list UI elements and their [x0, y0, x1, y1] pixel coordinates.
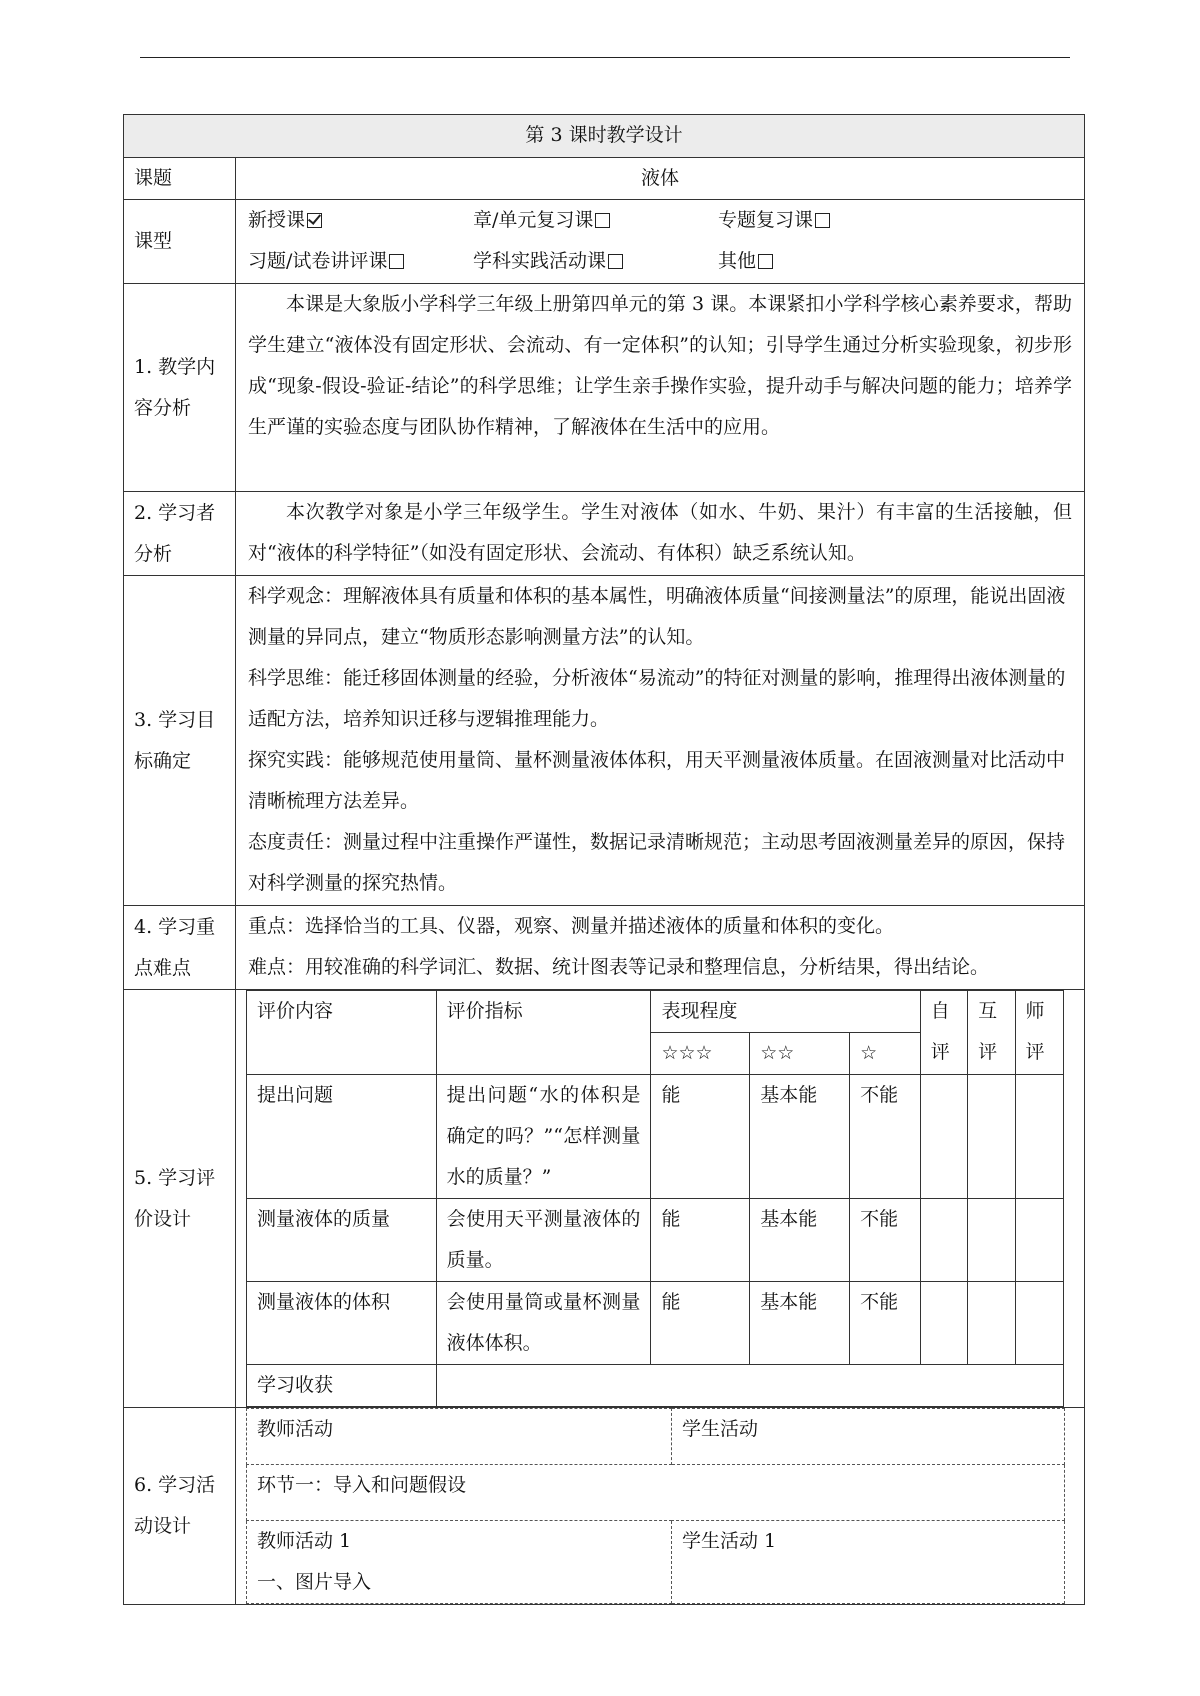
topic-label: 课题 — [124, 158, 236, 200]
checked-checkbox-icon[interactable] — [307, 213, 322, 228]
self-eval-blank[interactable] — [920, 1282, 967, 1365]
activity-cell — [236, 1408, 1085, 1605]
eval-level-3: 能 — [651, 1282, 750, 1365]
eval-content: 测量液体的体积 — [247, 1282, 437, 1365]
difficult-point: 难点：用较准确的科学词汇、数据、统计图表等记录和整理信息，分析结果，得出结论。 — [248, 956, 990, 978]
key-label: 4. 学习重点难点 — [124, 906, 236, 990]
topic-value: 液体 — [236, 158, 1085, 200]
eval-level-3: 能 — [651, 1075, 750, 1199]
checkbox-icon[interactable] — [389, 254, 404, 269]
checkbox-icon[interactable] — [815, 213, 830, 228]
checkbox-icon[interactable] — [758, 254, 773, 269]
course-type-option[interactable] — [248, 200, 473, 241]
goals-label: 3. 学习目标确定 — [124, 576, 236, 906]
checkbox-icon[interactable] — [608, 254, 623, 269]
goal-inquiry-practice: 探究实践：能够规范使用量筒、量杯测量液体体积，用天平测量液体质量。在固液测量对比活动中清晰梳理方法差异。 — [248, 749, 1066, 812]
eval-level-2: 基本能 — [750, 1075, 850, 1199]
teacher-eval-blank[interactable] — [1015, 1282, 1063, 1365]
goal-attitude: 态度责任：测量过程中注重操作严谨性，数据记录清晰规范；主动思考固液测量差异的原因，保持对科学测量的探究热情。 — [248, 831, 1066, 894]
peer-eval-blank[interactable] — [968, 1199, 1015, 1282]
course-type-option[interactable] — [473, 200, 718, 241]
table-row — [247, 1075, 1064, 1199]
peer-eval-blank[interactable] — [968, 1075, 1015, 1199]
goal-science-thinking: 科学思维：能迁移固体测量的经验，分析液体“易流动”的特征对测量的影响，推理得出液体测量的适配方法，培养知识迁移与逻辑推理能力。 — [248, 667, 1066, 730]
lesson-plan-table — [123, 114, 1085, 1605]
course-type-option[interactable] — [473, 241, 718, 282]
teacher-eval-blank[interactable] — [1015, 1199, 1063, 1282]
course-type-label: 习题/试卷讲评课 — [248, 250, 388, 272]
header-rule — [140, 57, 1070, 58]
eval-header-peer: 互评 — [968, 991, 1015, 1075]
teacher-activity-1-title: 教师活动 1 — [257, 1530, 352, 1552]
eval-index: 提出问题“水的体积是确定的吗？”“怎样测量水的质量？” — [436, 1075, 651, 1199]
key-point: 重点：选择恰当的工具、仪器，观察、测量并描述液体的质量和体积的变化。 — [248, 915, 895, 937]
level-one-star: ☆ — [850, 1033, 921, 1075]
student-activity-header: 学生活动 — [672, 1409, 1065, 1465]
teacher-activity-1 — [247, 1521, 672, 1604]
eval-index: 会使用量筒或量杯测量液体体积。 — [436, 1282, 651, 1365]
self-eval-blank[interactable] — [920, 1075, 967, 1199]
eval-level-2: 基本能 — [750, 1282, 850, 1365]
student-activity-1: 学生活动 1 — [672, 1521, 1065, 1604]
level-three-stars: ☆☆☆ — [651, 1033, 750, 1075]
eval-content: 提出问题 — [247, 1075, 437, 1199]
learner-analysis-text: 本次教学对象是小学三年级学生。学生对液体（如水、牛奶、果汁）有丰富的生活接触，但对“液体的科学特征”（如没有固定形状、会流动、有体积）缺乏系统认知。 — [248, 501, 1073, 564]
lesson-title: 第 3 课时教学设计 — [124, 115, 1085, 158]
goal-science-concept: 科学观念：理解液体具有质量和体积的基本属性，明确液体质量“间接测量法”的原理，能说出固液测量的异同点，建立“物质形态影响测量方法”的认知。 — [248, 585, 1066, 648]
teacher-activity-header: 教师活动 — [247, 1409, 672, 1465]
learner-label: 2. 学习者分析 — [124, 492, 236, 576]
eval-level-3: 能 — [651, 1199, 750, 1282]
title-row — [124, 115, 1085, 158]
checkbox-icon[interactable] — [595, 213, 610, 228]
goals-cell — [236, 576, 1085, 906]
teacher-eval-blank[interactable] — [1015, 1075, 1063, 1199]
picture-intro-line: 一、图片导入 — [257, 1571, 372, 1593]
table-row — [247, 1282, 1064, 1365]
level-two-stars: ☆☆ — [750, 1033, 850, 1075]
eval-header-teacher: 师评 — [1015, 991, 1063, 1075]
eval-level-1: 不能 — [850, 1282, 921, 1365]
course-type-label: 章/单元复习课 — [473, 209, 594, 231]
activity-label: 6. 学习活动设计 — [124, 1408, 236, 1605]
eval-cell — [236, 990, 1085, 1408]
type-options — [236, 200, 1085, 284]
key-points-cell — [236, 906, 1085, 990]
course-type-option[interactable] — [248, 241, 473, 282]
peer-eval-blank[interactable] — [968, 1282, 1015, 1365]
course-type-label: 其他 — [718, 250, 757, 272]
type-label: 课型 — [124, 200, 236, 284]
eval-header-self: 自评 — [920, 991, 967, 1075]
content-analysis-text: 本课是大象版小学科学三年级上册第四单元的第 3 课。本课紧扣小学科学核心素养要求，帮助学生建立“液体没有固定形状、会流动、有一定体积”的认知；引导学生通过分析实验现象，初步形成“现象-假设-验证-结论”的科学思维；让学生亲手操作实验，提升动手与解决问题的能力；培养学生严谨的实验态度与团队协作精神，了解液体在生活中的应用。 — [248, 293, 1073, 438]
eval-level-2: 基本能 — [750, 1199, 850, 1282]
eval-header-index: 评价指标 — [436, 991, 651, 1075]
learning-gain-blank[interactable] — [436, 1365, 1063, 1407]
evaluation-table — [246, 990, 1064, 1407]
self-eval-blank[interactable] — [920, 1199, 967, 1282]
eval-level-1: 不能 — [850, 1199, 921, 1282]
stage-one-title: 环节一：导入和问题假设 — [247, 1465, 1065, 1521]
table-row — [247, 1199, 1064, 1282]
course-type-option[interactable] — [718, 200, 918, 241]
course-type-label: 专题复习课 — [718, 209, 814, 231]
eval-header-level: 表现程度 — [651, 991, 920, 1033]
eval-label: 5. 学习评价设计 — [124, 990, 236, 1408]
eval-content: 测量液体的质量 — [247, 1199, 437, 1282]
eval-level-1: 不能 — [850, 1075, 921, 1199]
course-type-label: 学科实践活动课 — [473, 250, 607, 272]
eval-index: 会使用天平测量液体的质量。 — [436, 1199, 651, 1282]
course-type-label: 新授课 — [248, 209, 306, 231]
content-label: 1. 教学内容分析 — [124, 284, 236, 492]
activity-table — [246, 1408, 1065, 1604]
eval-header-content: 评价内容 — [247, 991, 437, 1075]
learning-gain-label: 学习收获 — [247, 1365, 437, 1407]
course-type-option[interactable] — [718, 241, 918, 282]
